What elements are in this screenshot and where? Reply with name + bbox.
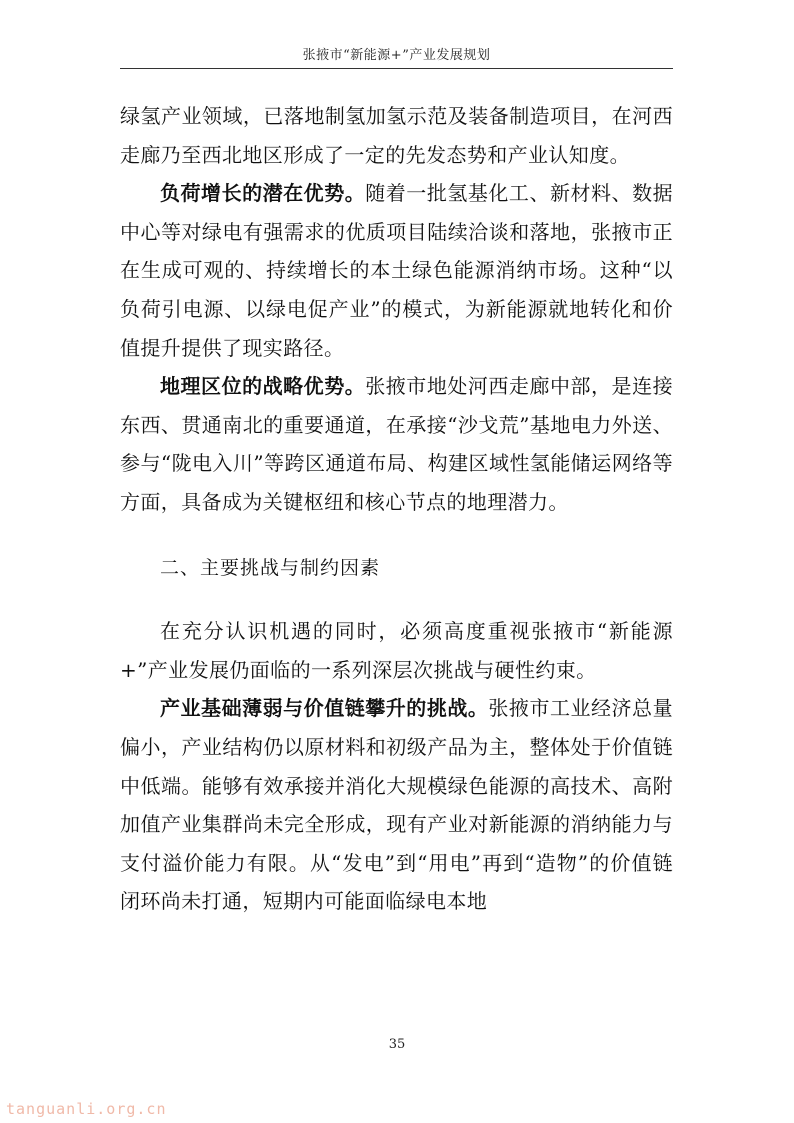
paragraph-industry-base <box>120 689 673 921</box>
running-header: 张掖市“新能源+”产业发展规划 <box>302 48 491 63</box>
paragraph-load-growth <box>120 174 673 367</box>
paragraph-1-text: 绿氢产业领域，已落地制氢加氢示范及装备制造项目，在河西走廊乃至西北地区形成了一定的先发态势和产业认知度。 <box>120 104 673 167</box>
paragraph-load-growth-text: 随着一批氢基化工、新材料、数据中心等对绿电有强需求的优质项目陆续洽谈和落地，张掖市正在生成可观的、持续增长的本土绿色能源消纳市场。这种“以负荷引电源、以绿电促产业”的模式，为新能源就地转化和价值提升提供了现实路径。 <box>120 181 673 360</box>
page-number: 35 <box>388 1037 406 1052</box>
paragraph-location-text: 张掖市地处河西走廊中部，是连接东西、贯通南北的重要通道，在承接“沙戈荒”基地电力外送、参与“陇电入川”等跨区通道布局、构建区域性氢能储运网络等方面，具备成为关键枢纽和核心节点的地理潜力。 <box>120 374 673 514</box>
paragraph-load-growth-lead: 负荷增长的潜在优势。 <box>160 181 366 206</box>
paragraph-1 <box>120 97 673 174</box>
header-divider <box>120 68 673 69</box>
paragraph-intro-text: 在充分认识机遇的同时，必须高度重视张掖市“新能源+”产业发展仍面临的一系列深层次挑战与硬性约束。 <box>120 619 673 682</box>
paragraph-industry-base-lead: 产业基础薄弱与价值链攀升的挑战。 <box>160 696 489 721</box>
watermark: tanguanli.org.cn <box>6 1100 167 1118</box>
document-body <box>120 97 673 921</box>
paragraph-location <box>120 367 673 521</box>
paragraph-intro <box>120 612 673 689</box>
section-heading: 二、主要挑战与制约因素 <box>160 556 381 579</box>
paragraph-industry-base-text: 张掖市工业经济总量偏小，产业结构仍以原材料和初级产品为主，整体处于价值链中低端。能够有效承接并消化大规模绿色能源的高技术、高附加值产业集群尚未完全形成，现有产业对新能源的消纳能力与支付溢价能力有限。从“发电”到“用电”再到“造物”的价值链闭环尚未打通，短期内可能面临绿电本地 <box>120 696 673 914</box>
paragraph-location-lead: 地理区位的战略优势。 <box>160 374 366 399</box>
